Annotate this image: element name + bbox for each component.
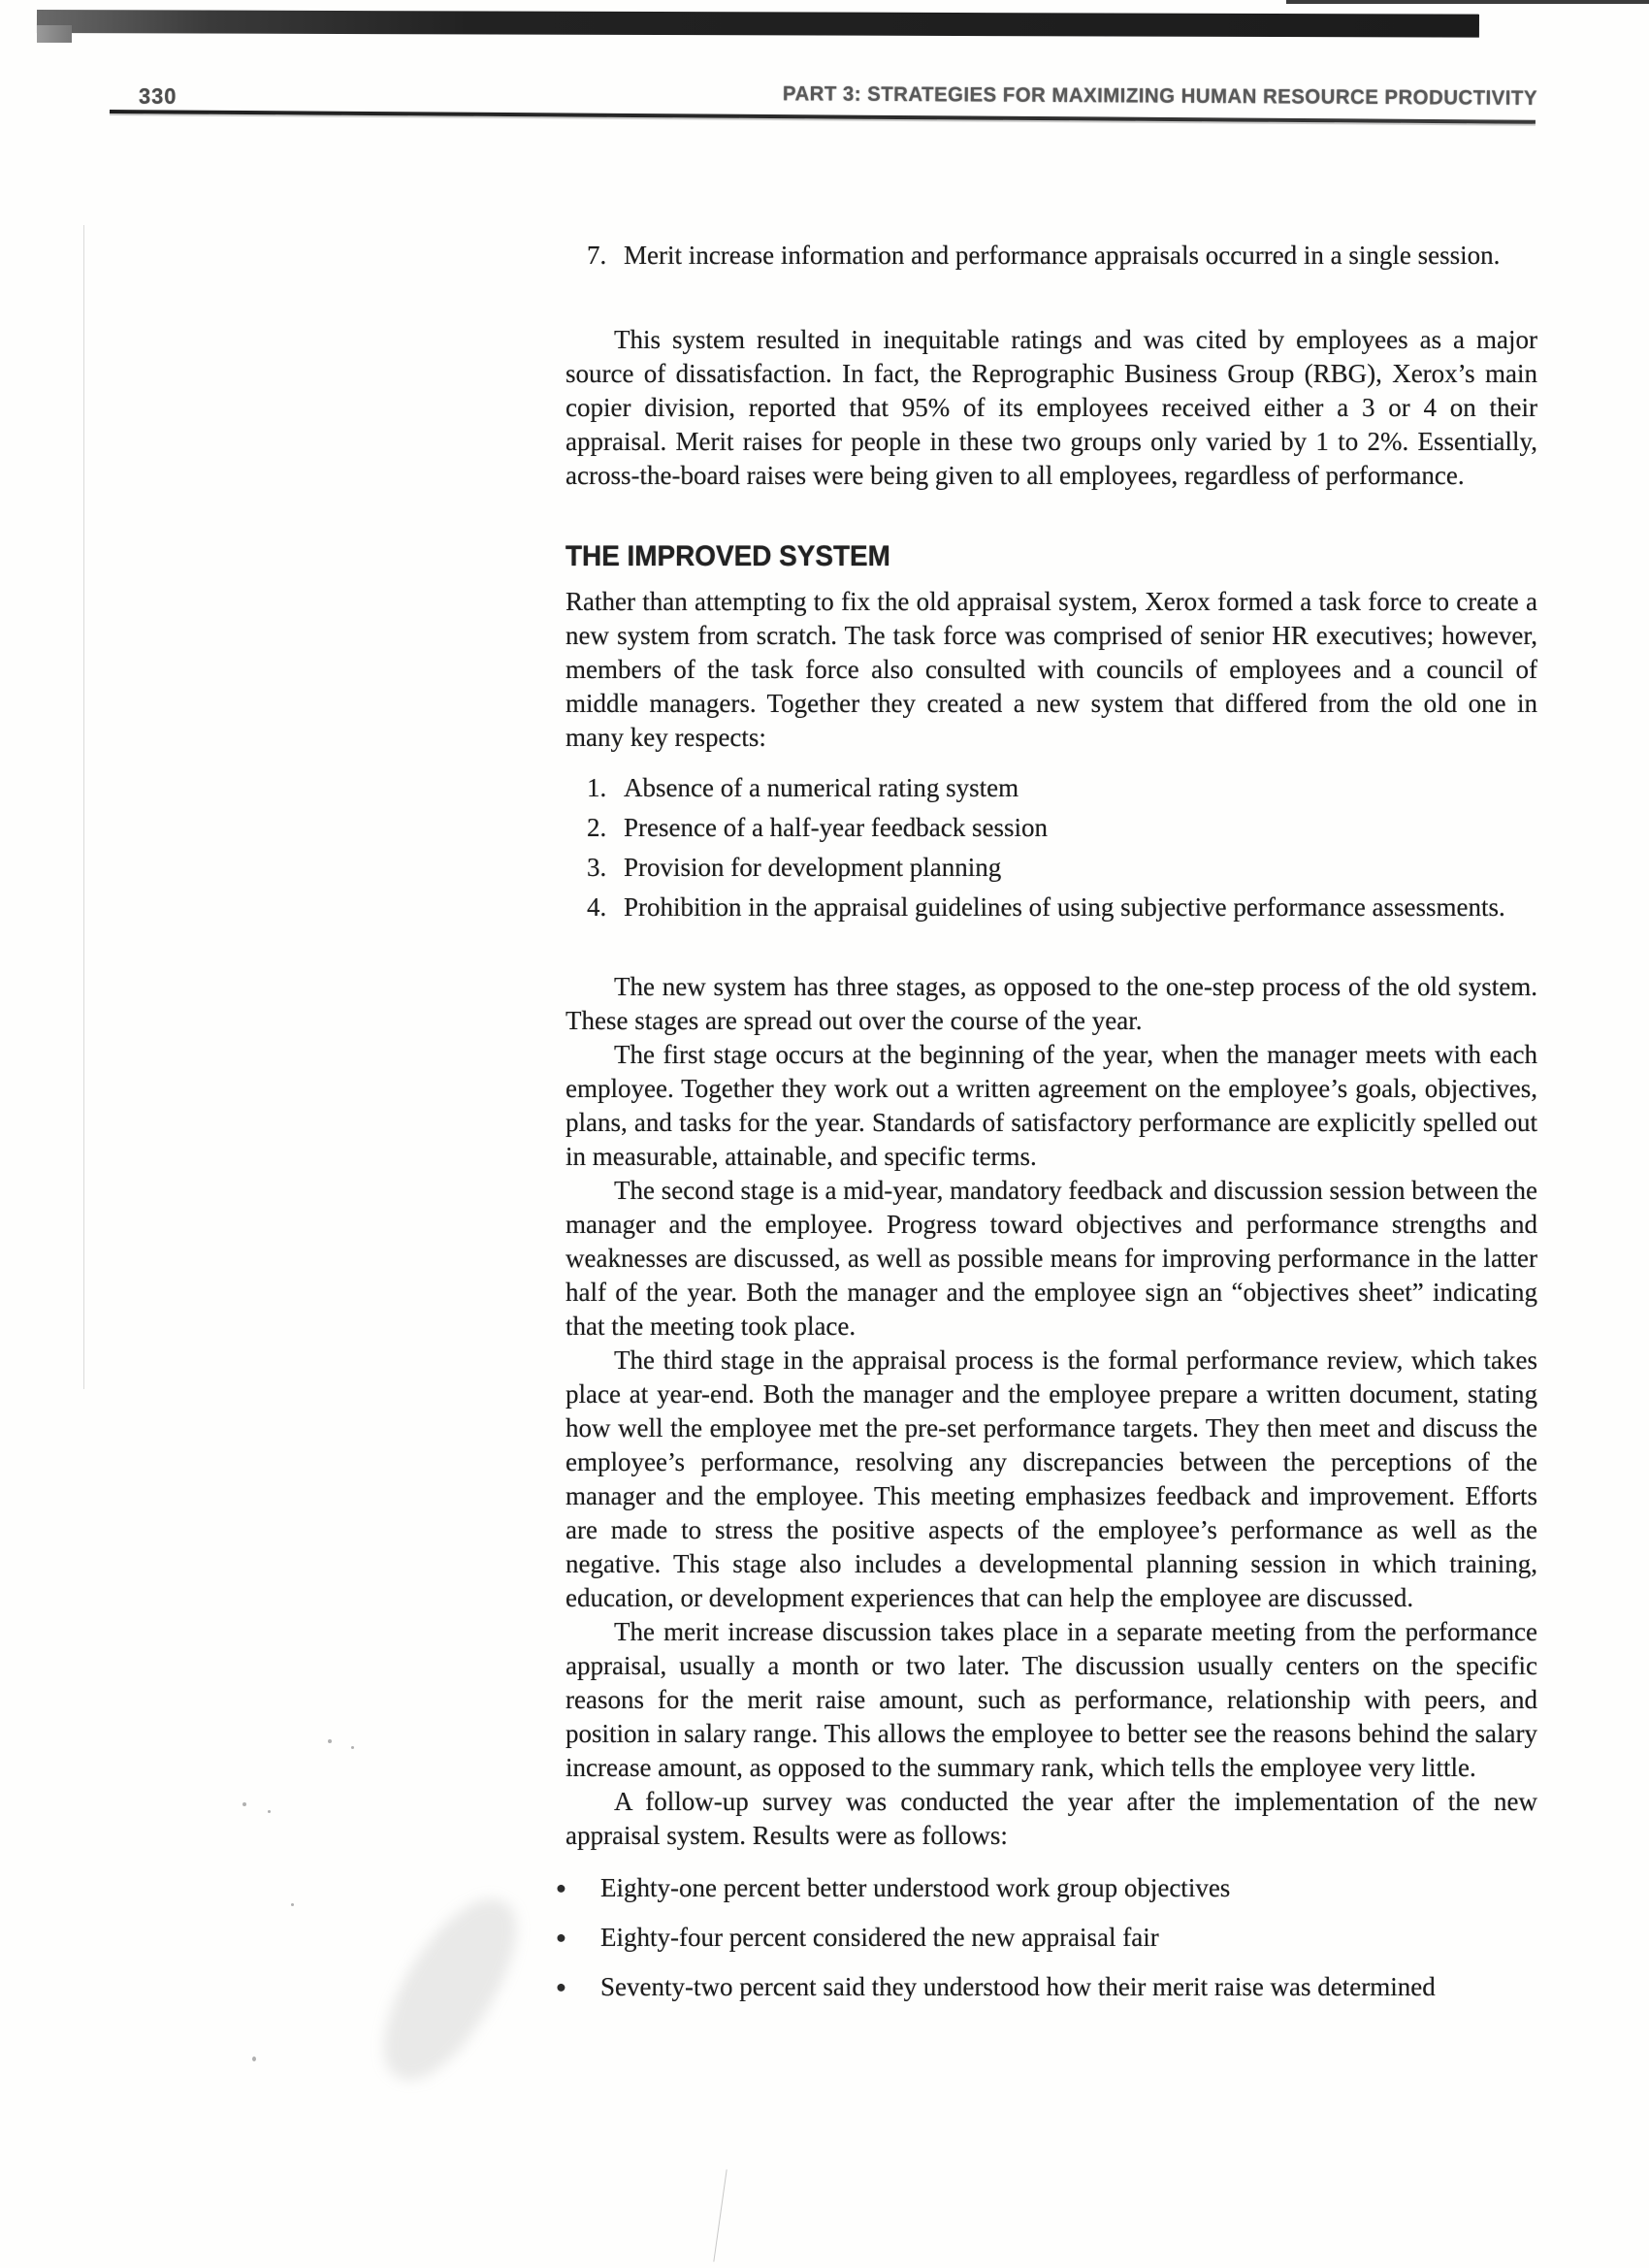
scan-speck — [252, 2057, 256, 2061]
scan-top-bar-stub-artifact — [37, 25, 72, 43]
scan-speck — [351, 1746, 354, 1749]
scan-speck — [242, 1802, 246, 1806]
paragraph-text: Rather than attempting to fix the old appraisal system, Xerox formed a task force to create a new system from scratch. The task force was comprised of senior HR executives; however, members of the task force also consulted with councils of employees and a council of middle managers. Together they created a new system that differed from the old one in many key respects: — [566, 587, 1537, 752]
list-item-text: Provision for development planning — [624, 853, 1002, 882]
list-item-text: Absence of a numerical rating system — [624, 773, 1019, 802]
bullet-icon: ● — [556, 1928, 566, 1947]
scan-left-margin-line-artifact — [83, 225, 84, 1389]
paragraph-second-stage: The second stage is a mid-year, mandatory feedback and discussion session between the manager and the employee. Progress toward objectives and performance strengths and weaknesses are discussed, as well as possible means for improving performance in the latter half of the year. Both the manager and the employee sign an “objectives sheet” indicating that the meeting took place. — [566, 1176, 1537, 1341]
paragraph-task-force — [566, 585, 1537, 755]
paragraph-text: This system resulted in inequitable ratings and was cited by employees as a major source of dissatisfaction. In fact, the Reprographic Business Group (RBG), Xerox’s main copier division, reported that 95% of its employees received either a 3 or 4 on their appraisal. Merit raises for people in these two groups only varied by 1 to 2%. Essentially, across-the-board raises were being given to all employees, regardless of performance. — [566, 325, 1537, 490]
scan-top-right-edge-artifact — [1286, 0, 1649, 4]
scan-speck — [291, 1903, 294, 1906]
survey-results-bullet-list — [556, 1871, 1537, 2004]
scan-top-bar-artifact — [37, 10, 1479, 38]
section-heading-text: THE IMPROVED SYSTEM — [566, 540, 890, 572]
page-number: 330 — [139, 83, 178, 109]
bullet-icon: ● — [556, 1878, 566, 1897]
numbered-list — [566, 771, 1537, 930]
list-item-text: Presence of a half-year feedback session — [624, 813, 1049, 842]
bullet-item — [556, 1970, 1537, 2004]
bullet-item — [556, 1921, 1537, 1955]
paragraph-follow-up-survey: A follow-up survey was conducted the year after the implementation of the new appraisal system. Results were as follows: — [566, 1787, 1537, 1850]
list-item-text: Merit increase information and performance appraisals occurred in a single session. — [624, 241, 1501, 270]
bullet-text: Eighty-four percent considered the new appraisal fair — [600, 1923, 1159, 1952]
list-number: 2. — [587, 813, 607, 842]
list-item — [587, 811, 1537, 845]
header-rule — [110, 110, 1536, 124]
list-number: 7. — [587, 241, 607, 270]
bullet-text: Eighty-one percent better understood work group objectives — [600, 1873, 1231, 1902]
scan-speck — [328, 1739, 332, 1743]
list-item — [587, 771, 1537, 805]
list-item-text: Prohibition in the appraisal guidelines of using subjective performance assessments. — [624, 892, 1505, 922]
paragraph-third-stage: The third stage in the appraisal process is the formal performance review, which takes place at year-end. Both the manager and the employee prepare a written document, stating how well the employee met the pre-set performance targets. They then meet and discuss the employee’s performance, resolving any discrepancies between the perceptions of the manager and the employee. This meeting emphasizes feedback and improvement. Efforts are made to stress the positive aspects of the employee’s performance as well as the negative. This stage also includes a developmental planning session in which training, education, or development experiences that can help the employee are discussed. — [566, 1345, 1537, 1612]
paragraph-merit-discussion: The merit increase discussion takes place in a separate meeting from the performance appraisal, usually a month or two later. The discussion usually centers on the specific reasons for the merit raise amount, such as performance, relationship with peers, and position in salary range. This allows the employee to better see the reasons behind the salary increase amount, as opposed to the summary rank, which tells the employee very little. — [566, 1617, 1537, 1782]
body-text-flow — [556, 970, 1537, 2020]
list-number: 1. — [587, 773, 607, 802]
list-number: 3. — [587, 853, 607, 882]
list-item — [587, 851, 1537, 885]
paragraph-new-system: The new system has three stages, as opposed to the one-step process of the old system. These stages are spread out over the course of the year. — [566, 972, 1537, 1035]
bullet-text: Seventy-two percent said they understood how their merit raise was determined — [600, 1972, 1436, 2001]
list-number: 4. — [587, 892, 607, 922]
section-heading — [566, 539, 1537, 573]
bullet-icon: ● — [556, 1977, 566, 1996]
scan-speck — [268, 1810, 271, 1813]
scan-scratch-artifact — [713, 2169, 727, 2261]
list-item — [587, 891, 1537, 924]
bullet-item — [556, 1871, 1537, 1905]
scan-smudge-artifact — [363, 1878, 535, 2099]
numbered-item-7 — [566, 239, 1537, 273]
paragraph-inequitable-ratings — [566, 323, 1537, 493]
paragraph-first-stage: The first stage occurs at the beginning of the year, when the manager meets with each employee. Together they work out a written agreement on the employee’s goals, objectives, plans, and tasks for the year. Standards of satisfactory performance are explicitly spelled out in measurable, attainable, and specific terms. — [566, 1040, 1537, 1171]
running-header: PART 3: STRATEGIES FOR MAXIMIZING HUMAN RESOURCE PRODUCTIVITY — [782, 82, 1537, 110]
